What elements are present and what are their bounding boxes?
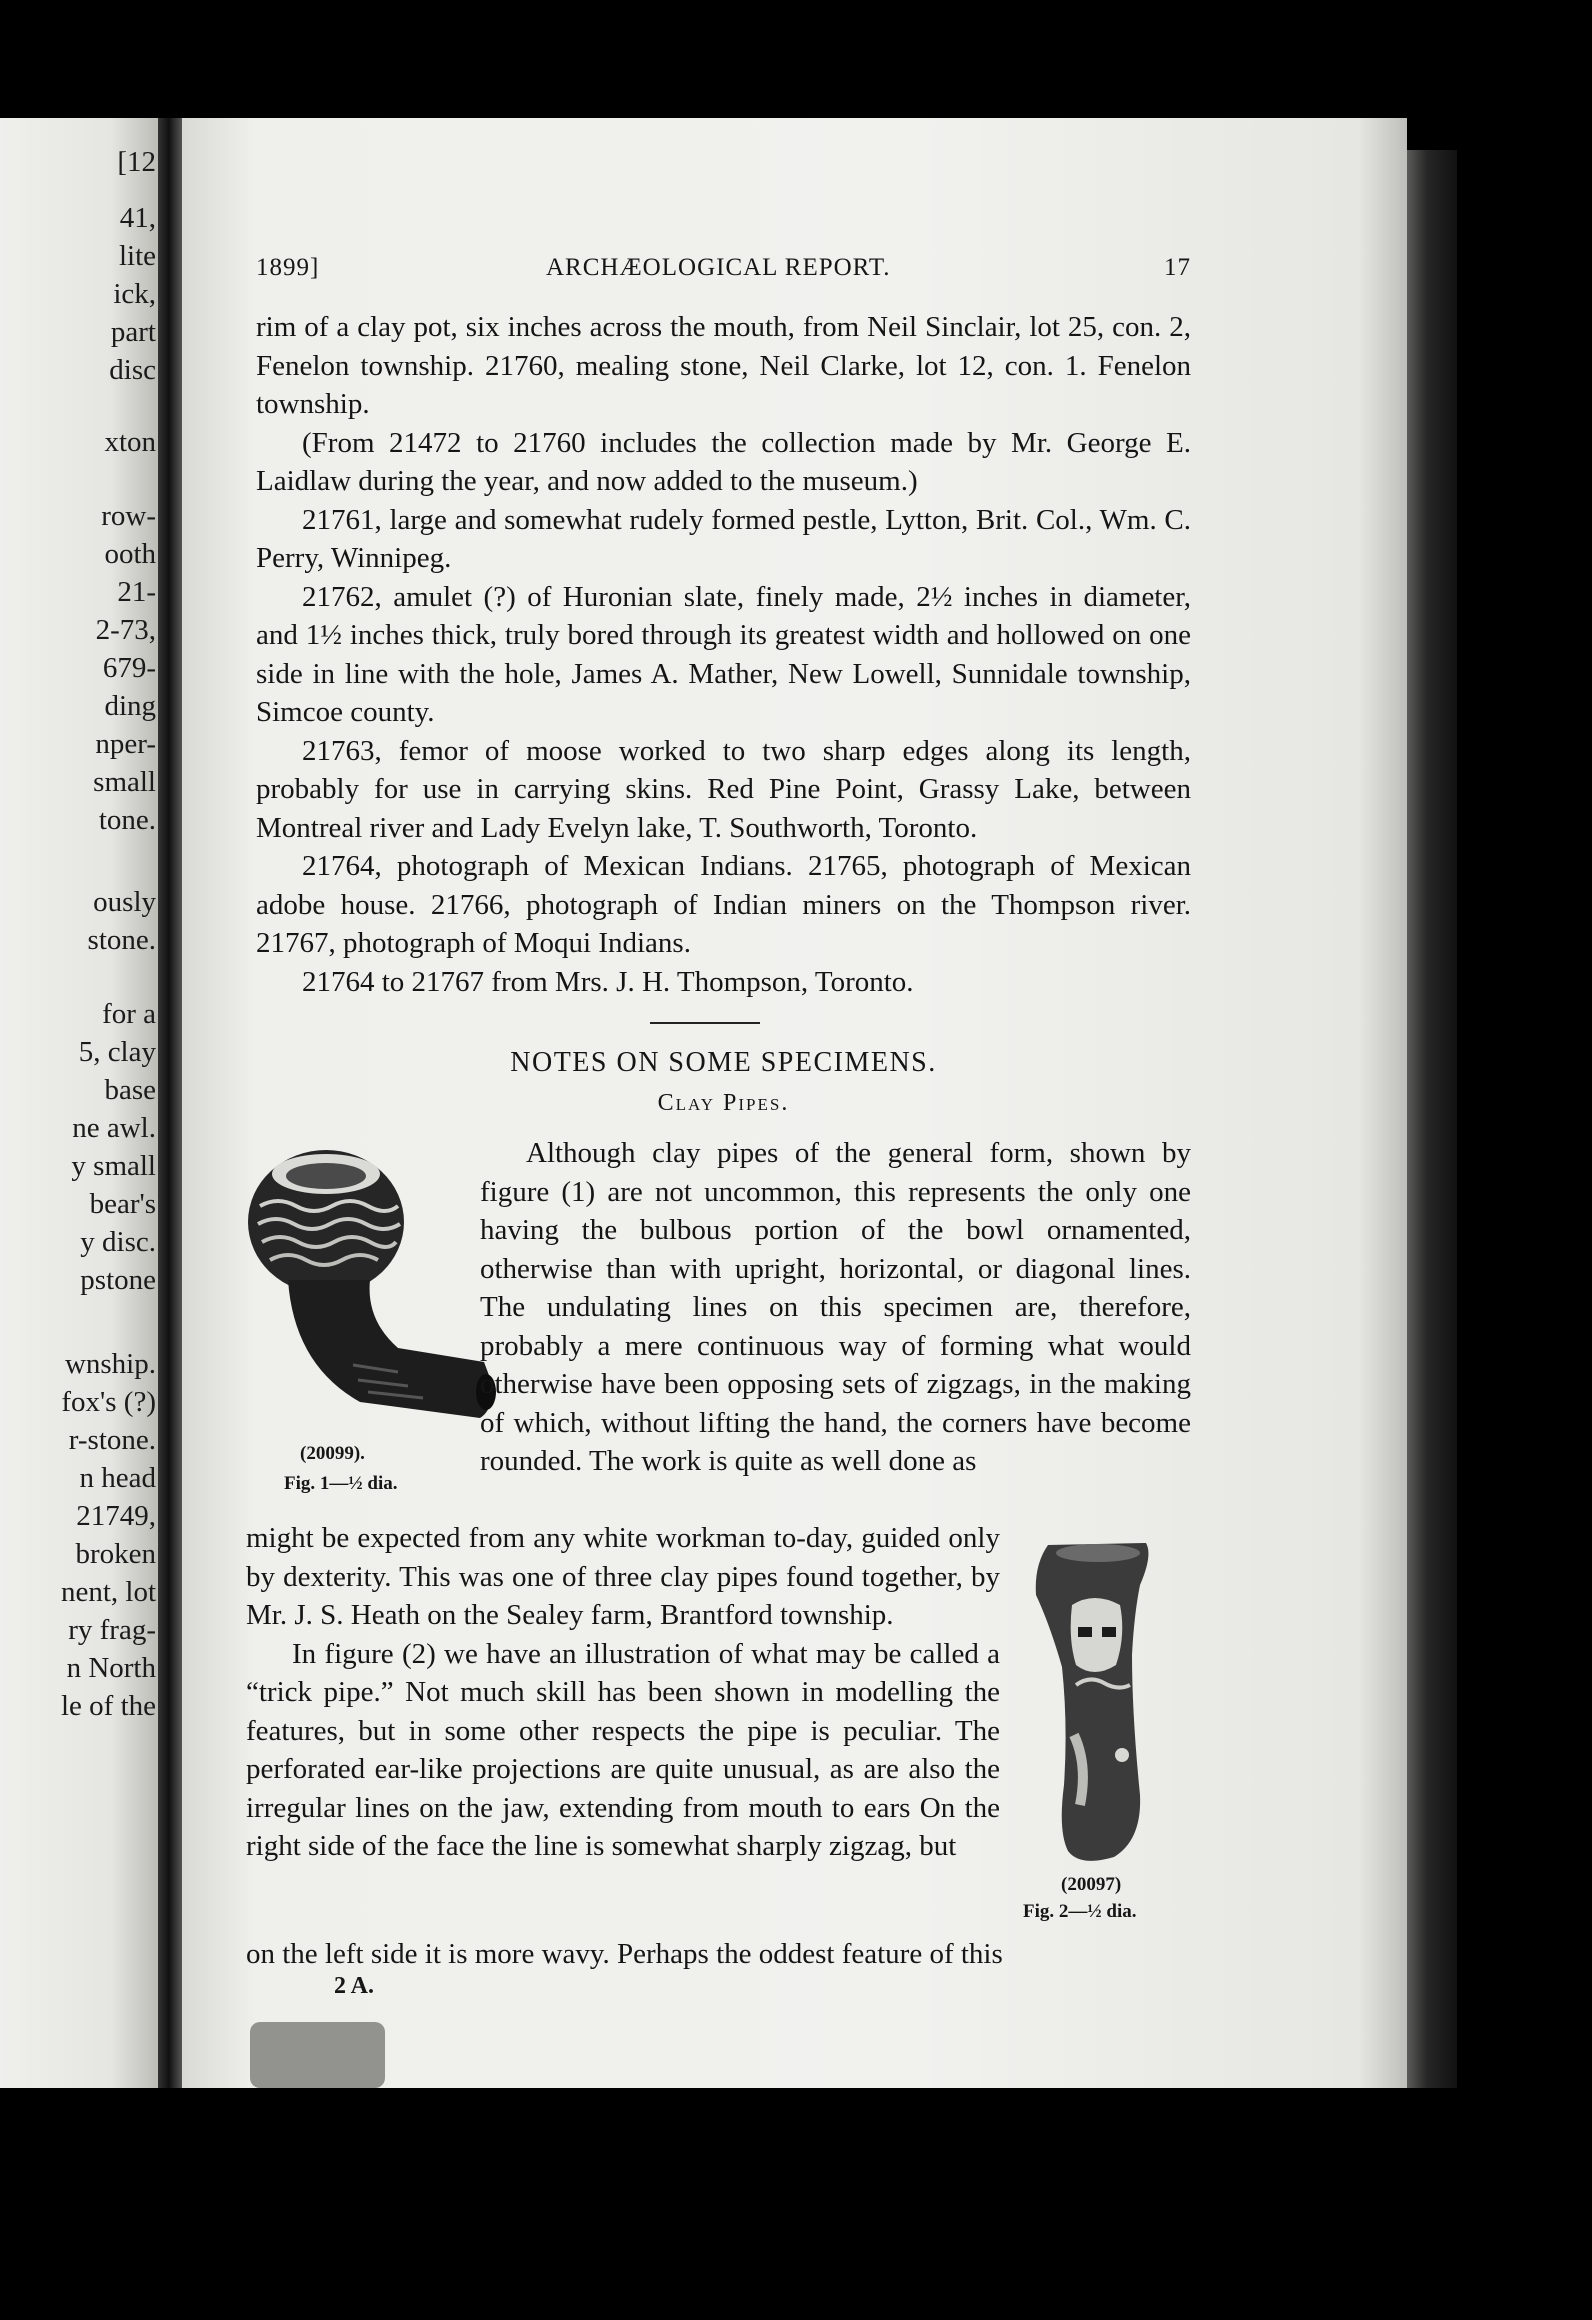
trick-pipe-figure-2 — [1028, 1535, 1158, 1870]
book-gutter — [158, 118, 182, 2108]
left-page-line: broken — [75, 1538, 156, 1570]
left-page-line: fox's (?) — [61, 1386, 156, 1418]
left-page-line: 21749, — [76, 1500, 156, 1532]
left-page-line: ick, — [113, 278, 156, 310]
running-header — [256, 254, 1191, 288]
left-page-line: base — [104, 1074, 156, 1106]
left-page-line: ne awl. — [72, 1112, 156, 1144]
left-page-line: lite — [118, 240, 156, 272]
left-page-line: ding — [104, 690, 156, 722]
body-text-fig2-wrap — [246, 1519, 1000, 1866]
bottom-border — [0, 2088, 1592, 2320]
paragraph: Although clay pipes of the general form, shown by figure (1) are not uncommon, this represents the only one having the bulbous portion of the bowl ornamented, otherwise than with upright, horizontal, or diagonal lines. The undulating lines on this specimen are, therefore, probably a mere continuous way of forming what would otherwise have been opposing sets of zigzags, in the making of which, without lifting the hand, the corners have become rounded. The work is quite as well done as — [480, 1137, 1191, 1477]
left-page-line: 21- — [117, 576, 156, 608]
page-number: 17 — [1164, 254, 1191, 281]
left-page-fragment — [0, 118, 158, 2088]
paragraph: on the left side it is more wavy. Perhaps the oddest feature of this — [246, 1938, 1003, 1970]
left-page-line: pstone — [80, 1264, 156, 1296]
left-page-line: n head — [79, 1462, 156, 1494]
left-page-line: stone. — [87, 924, 156, 956]
body-text-fig1-wrap — [480, 1134, 1191, 1481]
left-page-line: for a — [102, 998, 156, 1030]
left-page-line: wnship. — [64, 1348, 156, 1380]
left-page-line: 679- — [102, 652, 156, 684]
paragraph: 21762, amulet (?) of Huronian slate, finely made, 2½ inches in diameter, and 1½ inches thick, truly bored through its greatest width and hollowed on one side in line with the hole, James A. Mather, New Lowell, Sunnidale township, Simcoe county. — [256, 580, 1191, 728]
fig1-caption: Fig. 1—½ dia. — [284, 1473, 398, 1494]
header-title: ARCHÆOLOGICAL REPORT. — [546, 254, 891, 281]
paragraph: 21764, photograph of Mexican Indians. 21765, photograph of Mexican adobe house. 21766, photograph of Indian miners on the Thompson river. 21767, photograph of Moqui Indians. — [256, 850, 1191, 959]
left-page-line: ry frag- — [68, 1614, 156, 1646]
paragraph: might be expected from any white workman to-day, guided only by dexterity. This was one of three clay pipes found together, by Mr. J. S. Heath on the Sealey farm, Brantford township. — [246, 1522, 1000, 1631]
signature-mark: 2 A. — [334, 1973, 375, 1999]
scan-smudge — [250, 2022, 385, 2088]
left-page-line: y small — [71, 1150, 156, 1182]
section-subheading: Clay Pipes. — [657, 1090, 790, 1116]
left-page-line: [12 — [117, 146, 156, 178]
left-page-line: nper- — [95, 728, 156, 760]
fig1-catalog-number: (20099). — [300, 1443, 365, 1464]
left-page-line: r-stone. — [68, 1424, 156, 1456]
left-page-line: row- — [101, 500, 156, 532]
fig2-catalog-number: (20097) — [1061, 1874, 1122, 1895]
left-page-line: 41, — [119, 202, 156, 234]
paragraph: 21763, femor of moose worked to two sharp edges along its length, probably for use in carrying skins. Red Pine Point, Grassy Lake, between Montreal river and Lady Evelyn lake, T. Southworth, Toronto. — [256, 734, 1191, 844]
left-page-line: small — [93, 766, 156, 798]
left-page-line: nent, lot — [60, 1576, 156, 1608]
left-page-line: bear's — [89, 1188, 156, 1220]
left-page-line: ooth — [104, 538, 156, 570]
left-page-line: le of the — [60, 1690, 156, 1722]
paragraph: 21761, large and somewhat rudely formed pestle, Lytton, Brit. Col., Wm. C. Perry, Winnipeg. — [256, 503, 1191, 574]
left-page-line: 5, clay — [78, 1036, 156, 1068]
left-page-line: part — [110, 316, 156, 348]
paragraph: (From 21472 to 21760 includes the collection made by Mr. George E. Laidlaw during the year, and now added to the museum.) — [256, 426, 1191, 497]
left-page-line: 2-73, — [95, 614, 156, 646]
paragraph: 21764 to 21767 from Mrs. J. H. Thompson, Toronto. — [302, 965, 914, 998]
body-text-last-line — [246, 1935, 1191, 1974]
paragraph: rim of a clay pot, six inches across the mouth, from Neil Sinclair, lot 25, con. 2, Fenelon township. 21760, mealing stone, Neil Clarke, lot 12, con. 1. Fenelon township. — [256, 311, 1191, 420]
left-page-line: tone. — [98, 804, 156, 836]
section-rule — [650, 1022, 760, 1024]
body-text-top — [256, 308, 1191, 1001]
page-edge-shadow — [1407, 150, 1457, 2110]
header-year: 1899] — [256, 254, 320, 281]
left-page-line: n North — [66, 1652, 156, 1684]
fig2-caption: Fig. 2—½ dia. — [1023, 1901, 1137, 1922]
paragraph: In figure (2) we have an illustration of what may be called a “trick pipe.” Not much skill has been shown in modelling the features, but in some other respects the pipe is peculiar. The perforated ear-like projections are quite unusual, as are also the irregular lines on the jaw, extending from mouth to ears On the right side of the face the line is somewhat sharply zigzag, but — [246, 1637, 1000, 1862]
left-page-line: disc — [109, 354, 156, 386]
left-page-line: xton — [104, 426, 156, 458]
clay-pipe-figure-1 — [248, 1140, 498, 1440]
left-page-line: ously — [93, 886, 156, 918]
section-heading: NOTES ON SOME SPECIMENS. — [510, 1047, 937, 1078]
left-page-line: y disc. — [80, 1226, 156, 1258]
